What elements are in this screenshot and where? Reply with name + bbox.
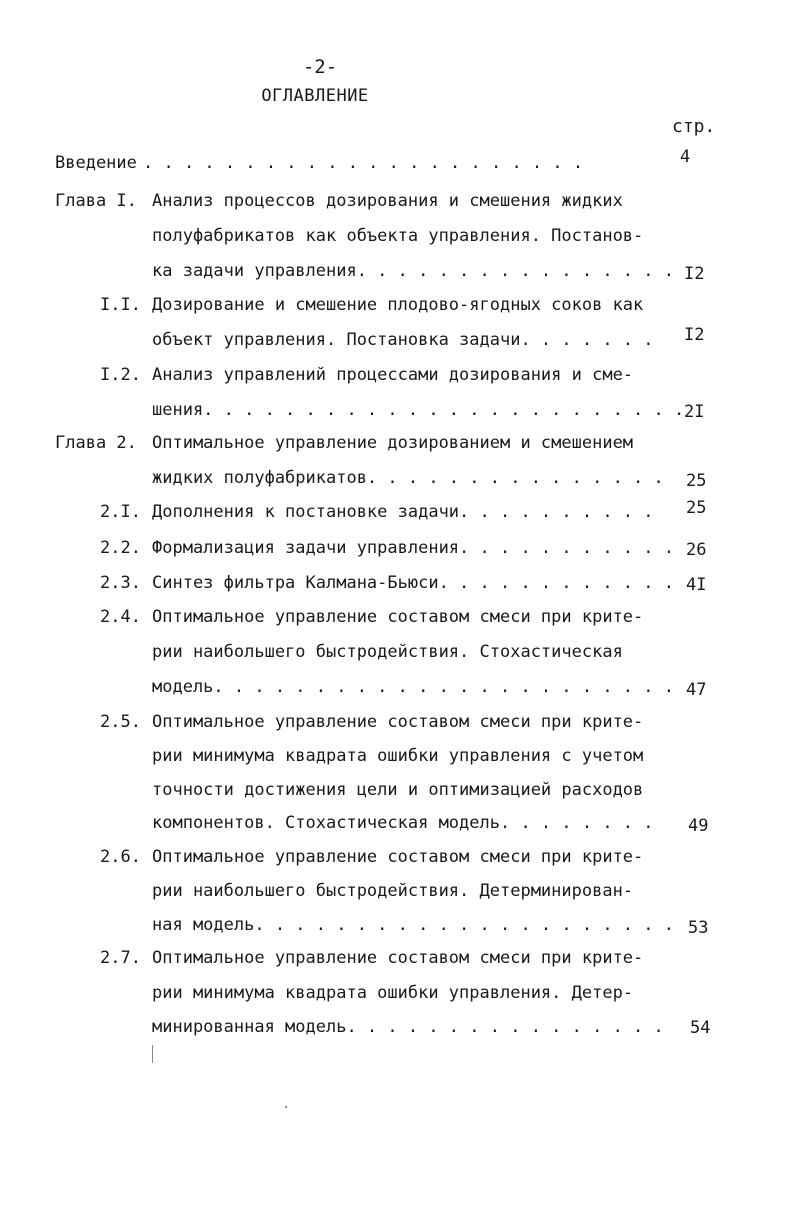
page-number: -2- bbox=[302, 56, 338, 78]
toc-label: 2.3. bbox=[100, 573, 141, 593]
toc-text: шения. . . . . . . . . . . . . . . . . . . . . . . . bbox=[152, 400, 685, 420]
toc-text: рии минимума квадрата ошибки управления с учетом bbox=[152, 746, 644, 766]
toc-page: 47 bbox=[686, 680, 707, 700]
toc-page: 25 bbox=[686, 471, 707, 491]
scan-mark bbox=[285, 1106, 287, 1108]
toc-text: рии наибольшего быстродействия. Детерминирован- bbox=[152, 881, 634, 901]
toc-label: Введение bbox=[55, 153, 137, 173]
toc-page: I2 bbox=[684, 325, 705, 345]
toc-text: Оптимальное управление составом смеси при крите- bbox=[152, 712, 644, 732]
toc-text: полуфабрикатов как объекта управления. Постанов- bbox=[152, 226, 644, 246]
toc-text: рии наибольшего быстродействия. Стохастическая bbox=[152, 642, 623, 662]
toc-page: 25 bbox=[686, 498, 707, 518]
toc-text: Анализ управлений процессами дозирования и сме- bbox=[152, 365, 634, 385]
toc-label: 2.2. bbox=[100, 538, 141, 558]
toc-label: Глава 2. bbox=[55, 433, 137, 453]
toc-page: 54 bbox=[690, 1018, 711, 1038]
toc-page: 49 bbox=[688, 816, 709, 836]
toc-text: Дополнения к постановке задачи. . . . . . . . . . bbox=[152, 502, 654, 522]
toc-label: 2.7. bbox=[100, 948, 141, 968]
toc-text: модель. . . . . . . . . . . . . . . . . . . . . . . bbox=[152, 677, 674, 697]
scan-mark bbox=[152, 1045, 153, 1063]
toc-label: 2.6. bbox=[100, 847, 141, 867]
toc-label: I.I. bbox=[100, 295, 141, 315]
toc-page: 53 bbox=[688, 918, 709, 938]
toc-page: 4I bbox=[686, 575, 707, 595]
toc-label: 2.5. bbox=[100, 712, 141, 732]
toc-text: ная модель. . . . . . . . . . . . . . . . . . . . . bbox=[152, 915, 674, 935]
page-title: ОГЛАВЛЕНИЕ bbox=[261, 86, 369, 106]
toc-label: I.2. bbox=[100, 365, 141, 385]
page-column-label: стр. bbox=[672, 116, 716, 137]
toc-page: 2I bbox=[684, 402, 705, 422]
toc-text: Оптимальное управление дозированием и смешением bbox=[152, 433, 634, 453]
toc-text: Оптимальное управление составом смеси при крите- bbox=[152, 847, 644, 867]
toc-text: Анализ процессов дозирования и смешения жидких bbox=[152, 191, 623, 211]
toc-text: минированная модель. . . . . . . . . . . . . . . . bbox=[152, 1017, 664, 1037]
toc-dots: . . . . . . . . . . . . . . . . . . . . . . bbox=[143, 153, 584, 173]
toc-label: Глава I. bbox=[55, 191, 137, 211]
toc-label: 2.I. bbox=[100, 502, 141, 522]
toc-text: Оптимальное управление составом смеси при крите- bbox=[152, 607, 644, 627]
toc-page: 4 bbox=[680, 147, 691, 167]
toc-text: Формализация задачи управления. . . . . . . . . . . bbox=[152, 538, 674, 558]
toc-text: рии минимума квадрата ошибки управления. Детер- bbox=[152, 983, 634, 1003]
toc-text: компонентов. Стохастическая модель. . . . . . . . bbox=[152, 813, 654, 833]
toc-page: I2 bbox=[684, 264, 705, 284]
toc-text: Оптимальное управление составом смеси при крите- bbox=[152, 948, 644, 968]
toc-page: 26 bbox=[686, 540, 707, 560]
toc-label: 2.4. bbox=[100, 607, 141, 627]
toc-text: жидких полуфабрикатов. . . . . . . . . . . . . . . bbox=[152, 468, 664, 488]
toc-text: Дозирование и смешение плодово-ягодных соков как bbox=[152, 295, 644, 315]
toc-text: Синтез фильтра Калмана-Бьюси. . . . . . . . . . . . bbox=[152, 573, 674, 593]
toc-text: точности достижения цели и оптимизацией расходов bbox=[152, 780, 644, 800]
toc-text: объект управления. Постановка задачи. . . . . . . bbox=[152, 330, 654, 350]
toc-text: ка задачи управления. . . . . . . . . . . . . . . . bbox=[152, 261, 674, 281]
